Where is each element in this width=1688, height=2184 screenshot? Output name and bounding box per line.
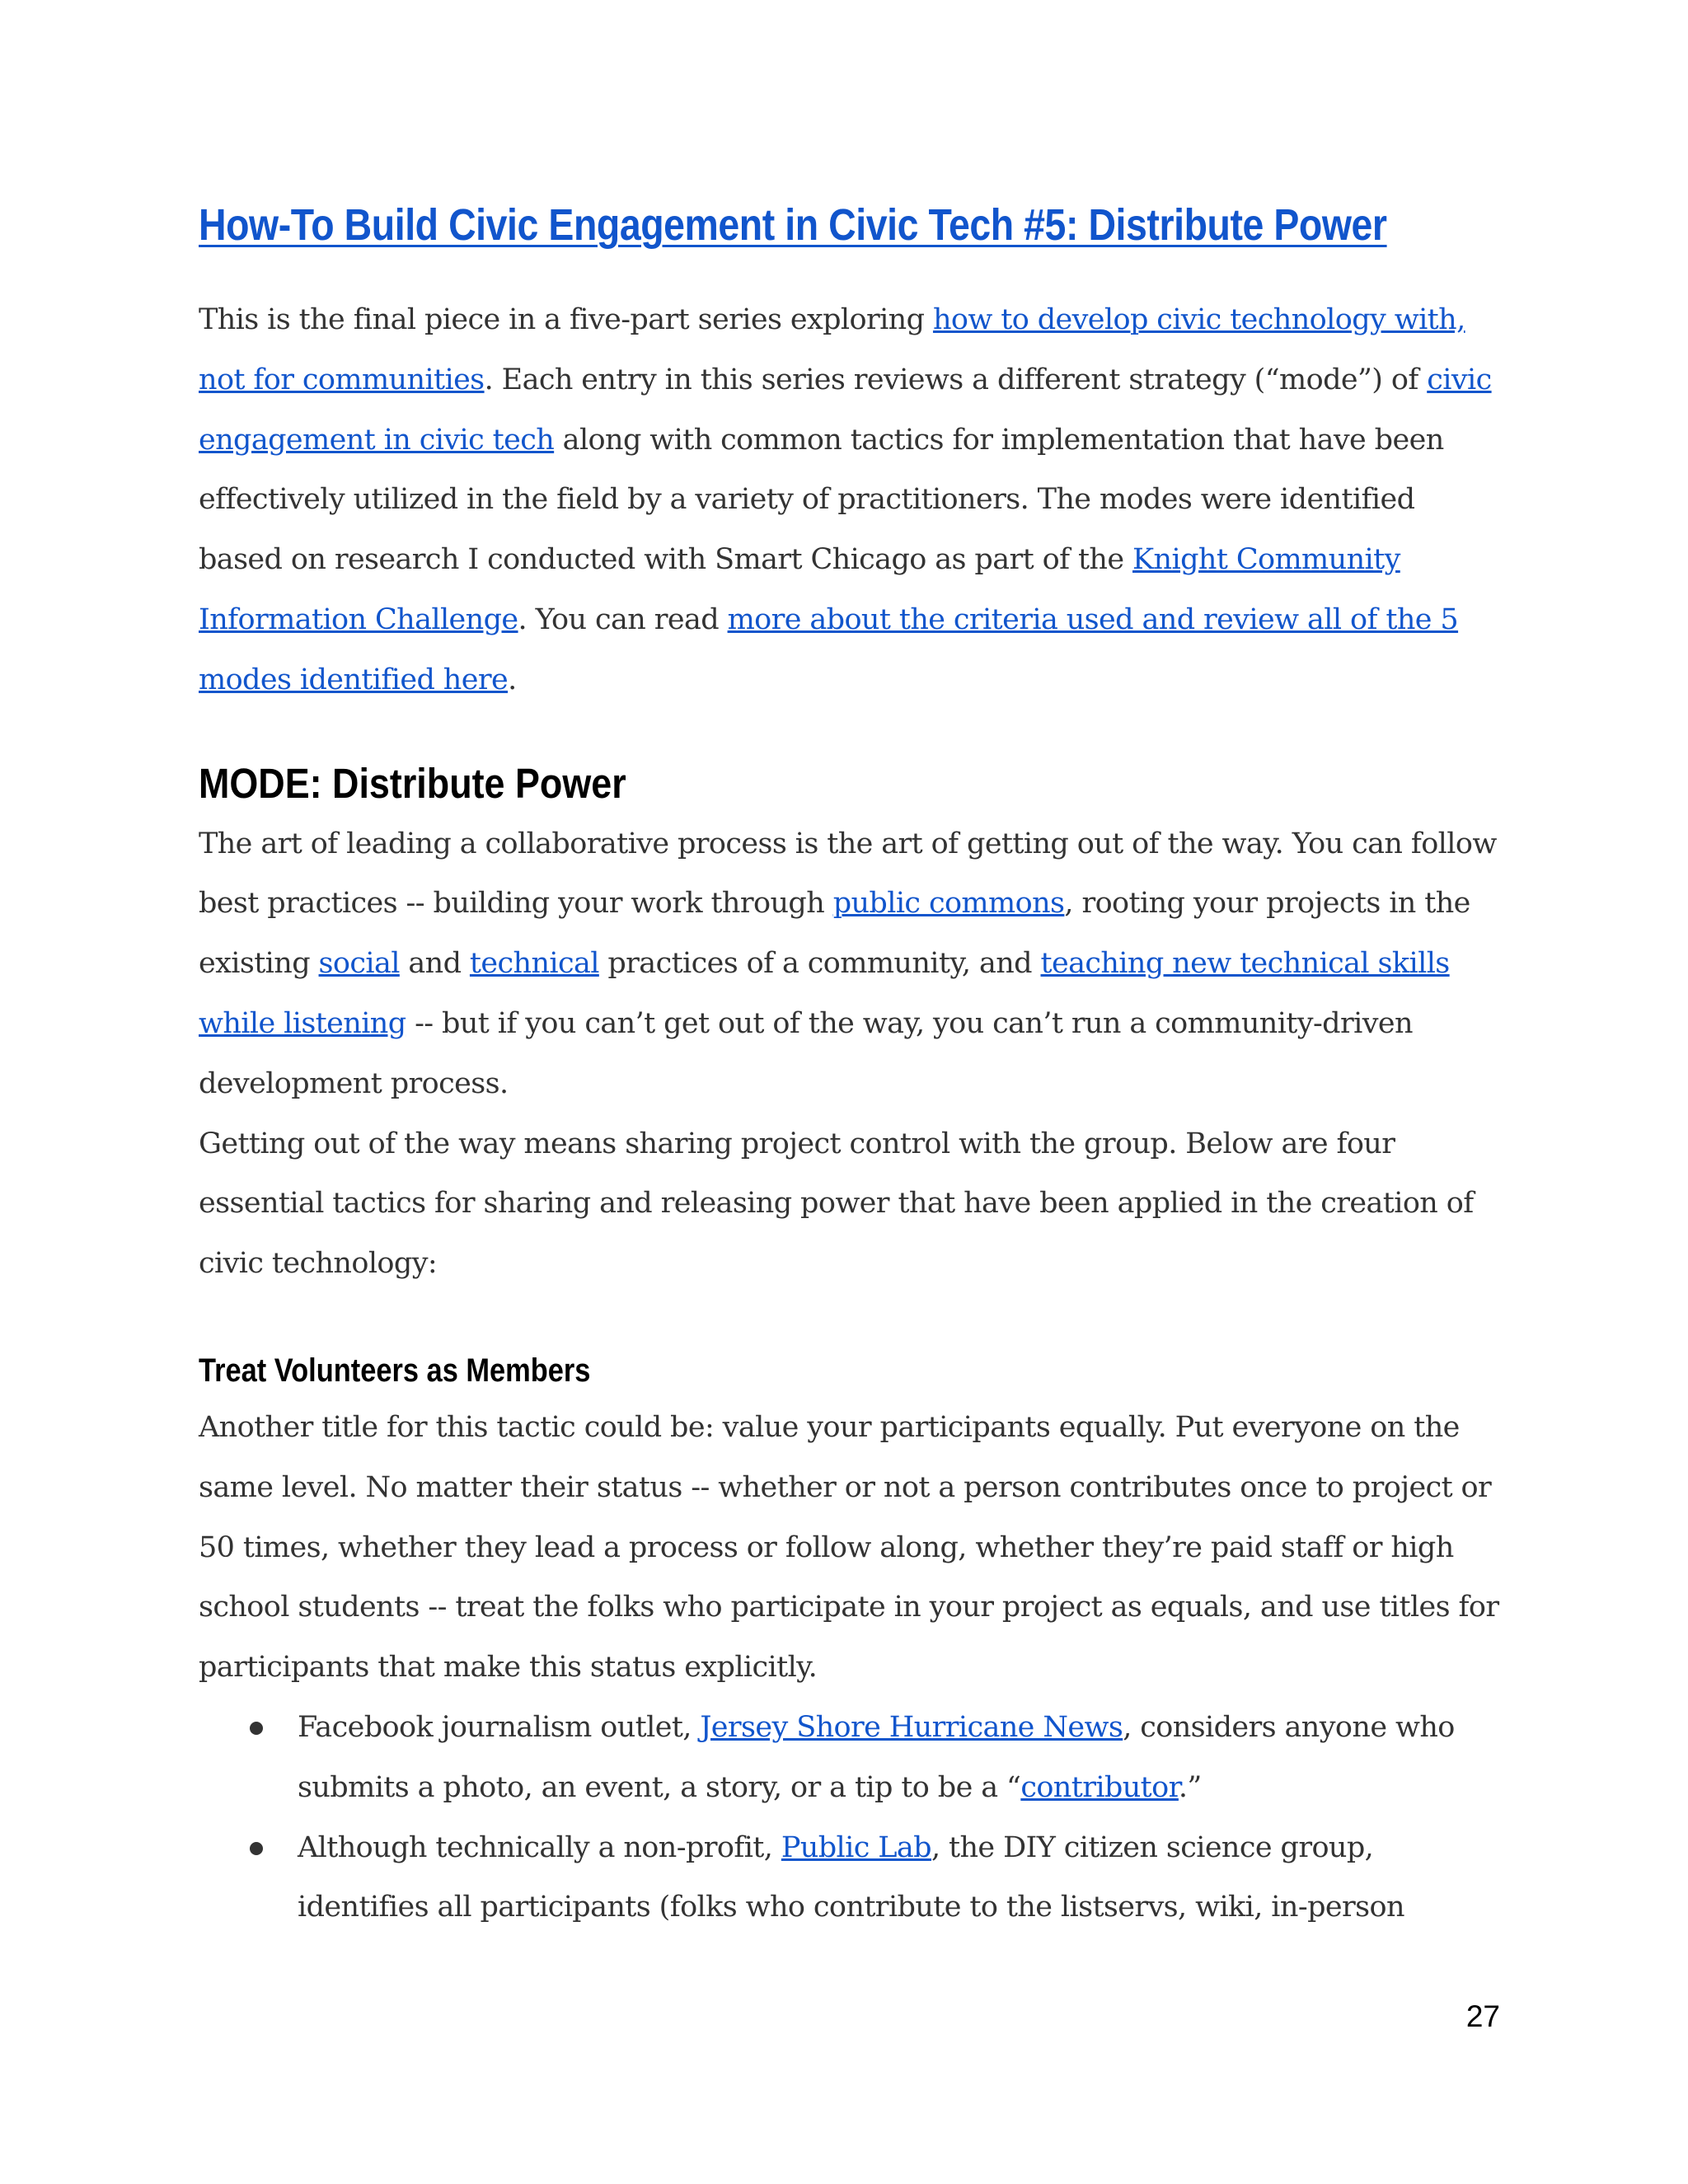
- bullet-1-text-3: .”: [1178, 1770, 1202, 1804]
- mode-heading: MODE: Distribute Power: [199, 759, 626, 807]
- link-civic-engagement[interactable]: civic engagement in civic tech: [199, 363, 1492, 457]
- intro-paragraph: [199, 290, 1501, 710]
- intro-text-2: . Each entry in this series reviews a different strategy (“mode”) of: [484, 363, 1428, 396]
- bullet-2-text-2: , the DIY citizen science group, identifies all participants (folks who contribute to the listservs, wiki, in-person: [298, 1830, 1404, 1924]
- page-content: [199, 194, 1501, 1938]
- mode-paragraph-2: Getting out of the way means sharing project control with the group. Below are four essential tactics for sharing and releasing power that have been applied in the creation of civic technology:: [199, 1127, 1474, 1281]
- bullet-icon: [250, 1842, 263, 1855]
- list-item: [199, 1818, 1501, 1938]
- bullet-1-text-2: , considers anyone who submits a photo, an event, a story, or a tip to be a “: [298, 1710, 1455, 1804]
- mode-text-5: -- but if you can’t get out of the way, you can’t run a community-driven development process.: [199, 1006, 1413, 1100]
- link-teaching-skills[interactable]: teaching new technical skills while listening: [199, 947, 1450, 1040]
- link-public-commons[interactable]: public commons: [832, 887, 1065, 921]
- link-technical[interactable]: technical: [469, 947, 599, 981]
- intro-text-4: . You can read: [518, 602, 728, 636]
- tactic-paragraph: Another title for this tactic could be: value your participants equally. Put everyone on the same level. No matter their status -- whether or not a person contributes once to project or 50 times, whether they lead a process or follow along, whether they’re paid staff or high school students -- treat the folks who participate in your project as equals, and use titles for participants that make this status explicitly.: [199, 1410, 1499, 1685]
- bullet-list: [199, 1698, 1501, 1938]
- bullet-2-text-1: Although technically a non-profit,: [298, 1830, 781, 1864]
- intro-text-5: .: [508, 663, 517, 696]
- tactic-heading: Treat Volunteers as Members: [199, 1352, 591, 1389]
- page-title: [199, 194, 1387, 255]
- intro-text-1: This is the final piece in a five-part series exploring: [199, 303, 933, 336]
- mode-text-4: practices of a community, and: [598, 947, 1041, 981]
- link-criteria-modes[interactable]: more about the criteria used and review all of the 5 modes identified here: [199, 602, 1459, 696]
- mode-text-1: The art of leading a collaborative process is the art of getting out of the way. You can follow best practices -- building your work through: [199, 827, 1497, 921]
- mode-text-2: , rooting your projects in the existing: [199, 887, 1470, 981]
- link-develop-civic-tech[interactable]: how to develop civic technology with, not for communities: [199, 303, 1465, 396]
- intro-text-3: along with common tactics for implementation that have been effectively utilized in the field by a variety of practitioners. The modes were identified based on research I conducted with Smart Chicago as part of the: [199, 423, 1444, 577]
- title-link[interactable]: How-To Build Civic Engagement in Civic Tech #5: Distribute Power: [199, 200, 1387, 250]
- link-contributor[interactable]: contributor: [1020, 1770, 1179, 1804]
- link-social[interactable]: social: [318, 947, 400, 981]
- link-knight-challenge[interactable]: Knight Community Information Challenge: [199, 543, 1400, 636]
- bullet-1-text-1: Facebook journalism outlet,: [298, 1710, 701, 1744]
- link-public-lab[interactable]: Public Lab: [781, 1830, 931, 1864]
- bullet-icon: [250, 1722, 263, 1735]
- page-number: 27: [1465, 1999, 1500, 2033]
- link-jersey-shore[interactable]: Jersey Shore Hurricane News: [700, 1710, 1123, 1744]
- mode-paragraph-1: [199, 814, 1501, 1114]
- mode-text-3: and: [399, 947, 470, 981]
- list-item: [199, 1698, 1501, 1818]
